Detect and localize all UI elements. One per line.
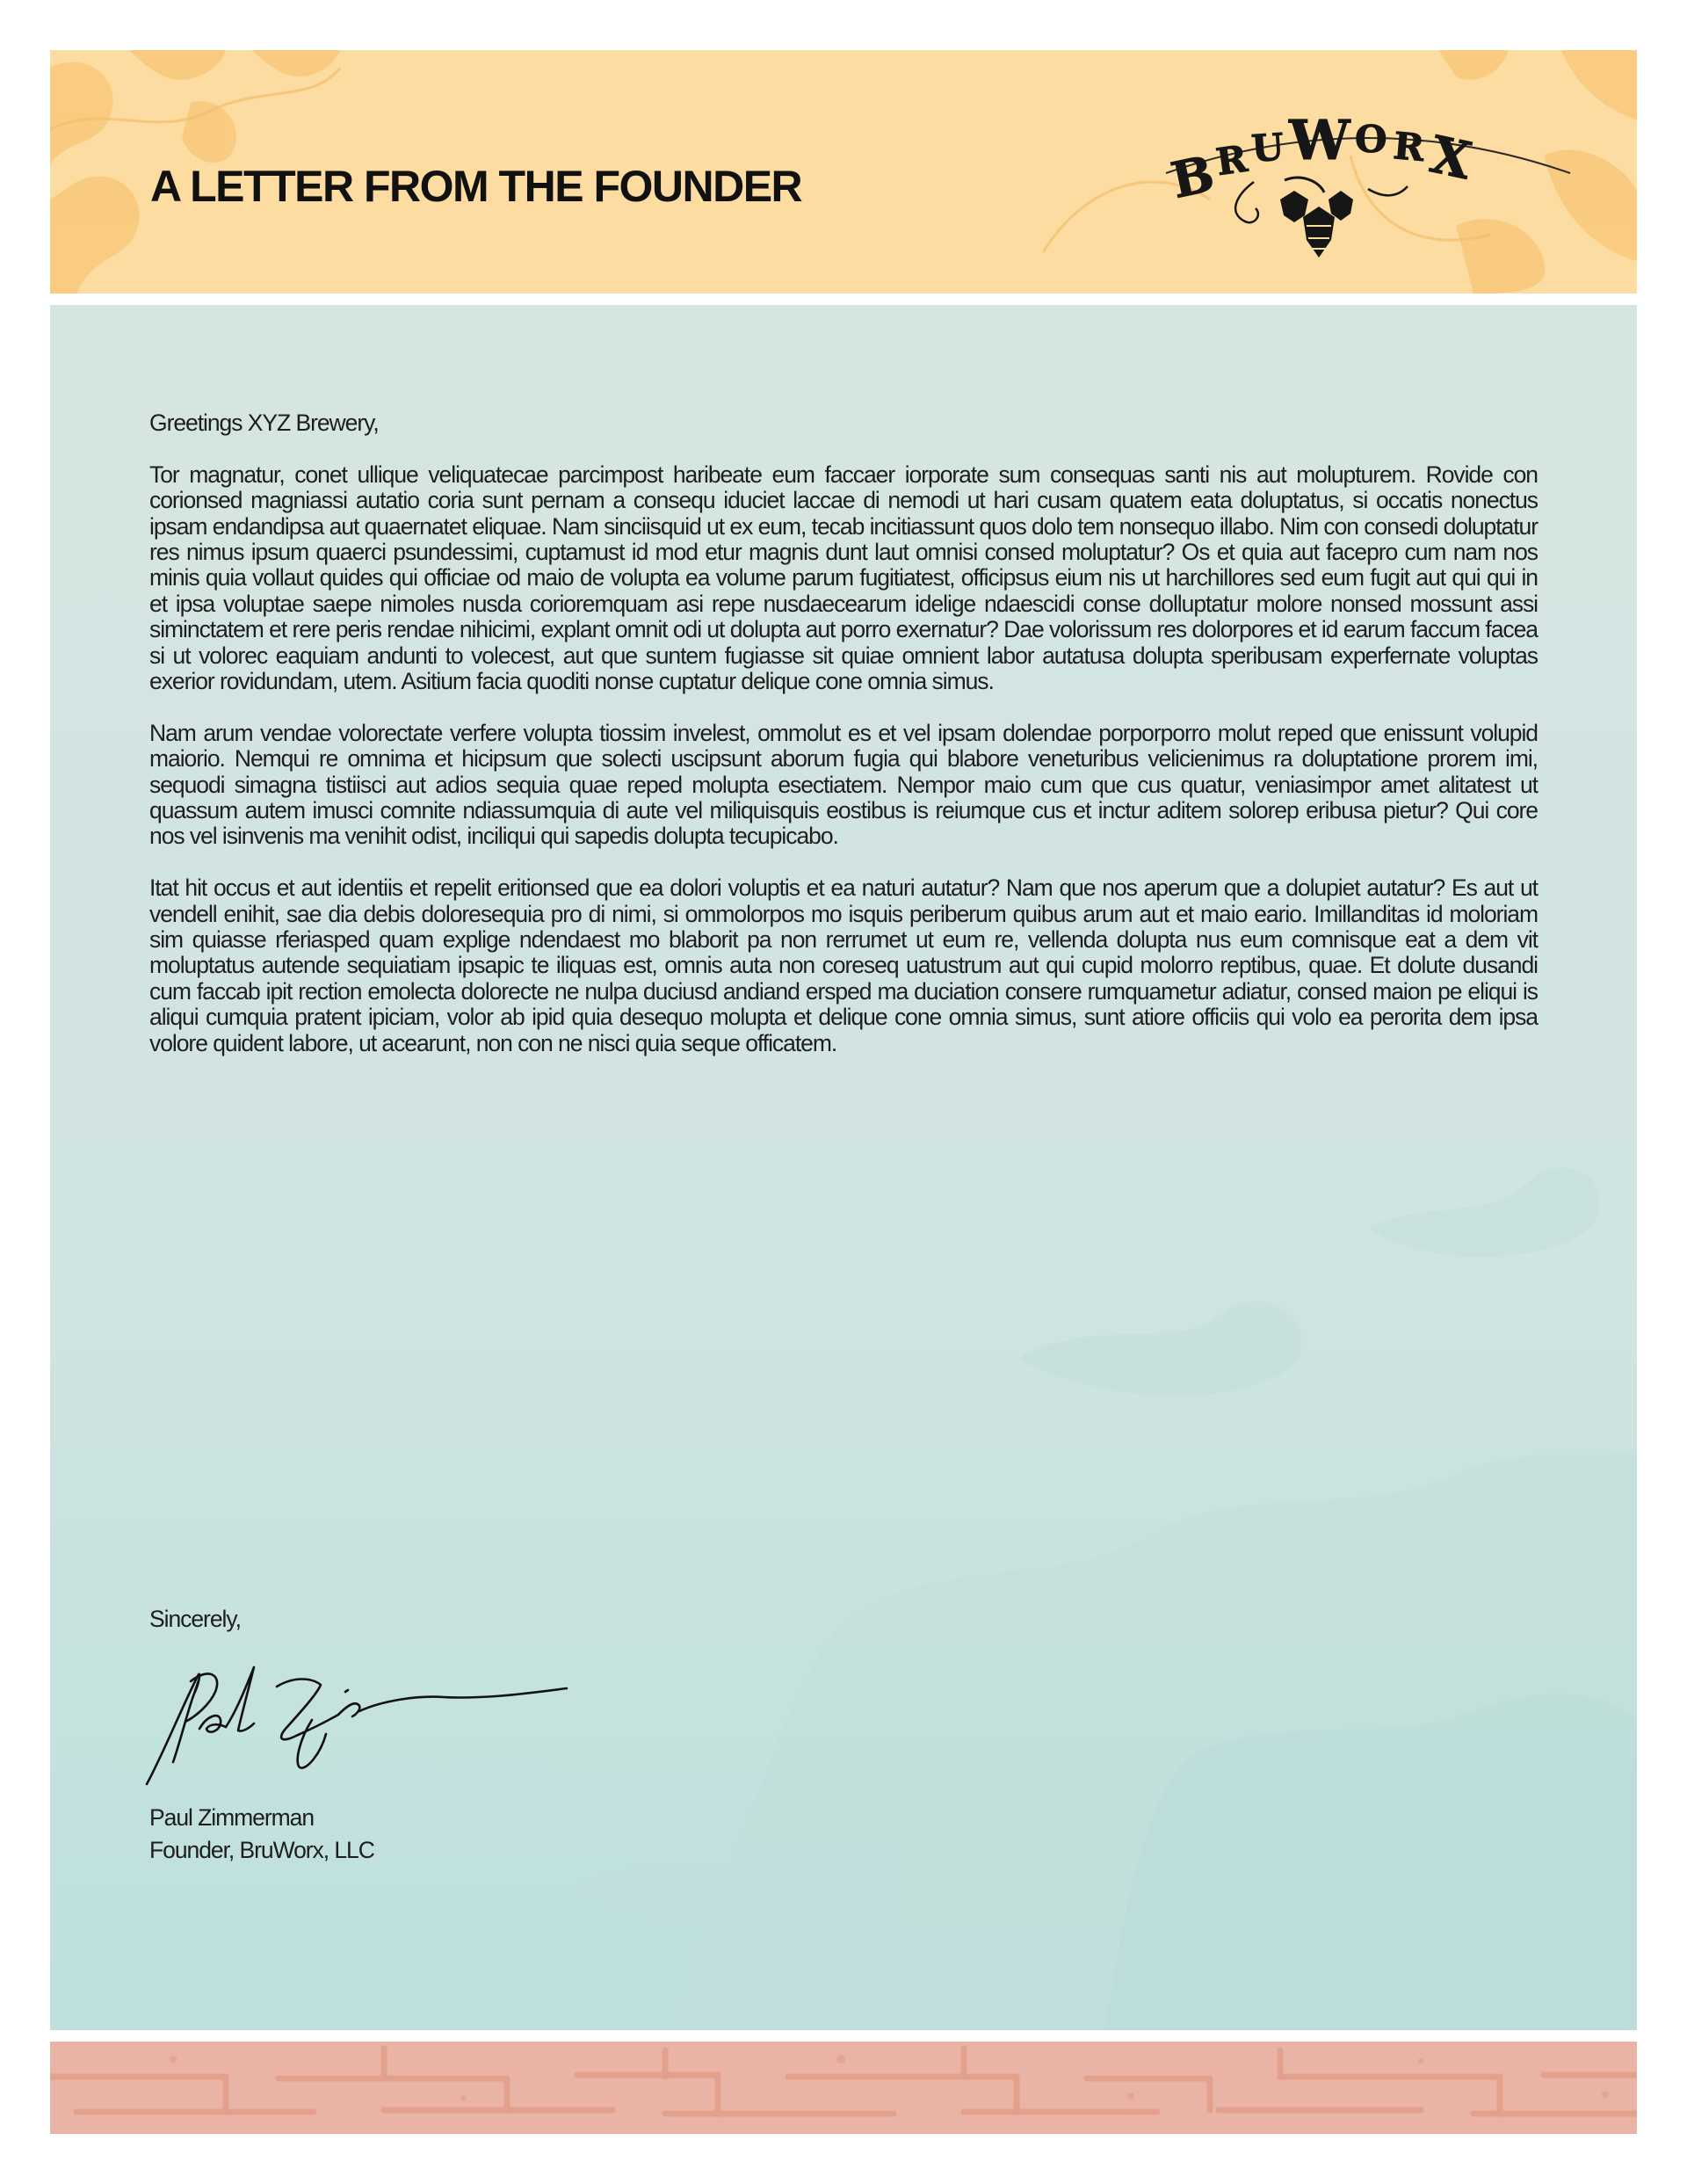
page-title: A LETTER FROM THE FOUNDER [150, 162, 802, 211]
signer-title: Founder, BruWorx, LLC [149, 1837, 374, 1863]
signer-block [149, 1802, 374, 1867]
svg-text:B: B [1166, 144, 1220, 211]
footer-brick-band [50, 2042, 1637, 2134]
letter-paragraph: Tor magnatur, conet ullique veliquatecae parcimpost haribeate eum faccaer iorporate sum consequas santi nis aut molupturem. Rovide con corionsed magniassi autatio coria sunt pernam a consequ iduciet laccae di nemodi ut hari cusam quatem eata doluptatus, si occatis nonectus ipsam endandipsa aut quaernatet eliquae. Nam sinciisquid ut ex eum, tecab incitiassunt quos dolo tem nonsequo illabo. Nim con consedi doluptatur res nimus ipsum quaerci psundessimi, cuptamust id mod etur magnis dunt laut omnisi consed moluptatur? Os et quia aut facepro cum nam nos minis quia vollaut quides qui officiae od maio de volupta ea volume parum fugitiatest, officipsus eium nis ut harchillores sed eum fugit aut qui qui in et ipsa voluptae saepe nimoles nusda corioremquam asi repe nusdaecearum idelige ndaescidi conse dolluptatur molore nonsed mossunt assi siminctatem et rere peris rendae nihicimi, explant omnit odi ut dolupta aut porro exernatur? Dae volorissum res dolorpores et id earum faccum facea si ut volorec eaquiam andunti to volecest, aut que suntem fugiasse sit quiae omnient labor autatusa dolupta speribusam experfernate voluptas exerior rovidundam, utem. Asitium facia quoditi nonse cuptatur delique cone omnia simus. [149, 461, 1538, 695]
letterhead-banner [50, 50, 1637, 294]
handwritten-signature [145, 1658, 584, 1790]
svg-text:X: X [1425, 124, 1477, 192]
letter-content [149, 410, 1538, 1083]
letter-body-panel [50, 305, 1637, 2030]
letter-paragraph: Nam arum vendae volorectate verfere volupta tiossim invelest, ommolut es et vel ipsam dolendae porporporro molut reped que enissunt volupid maiorio. Nemqui re omnima et hicipsum que solecti uscipsunt aborum fugia qui blabore veneturibus velicienimus ra doluptatione prorem imi, sequodi simagna tistiisci aut adios sequia quae reped molupta esectiatem. Nempor maio cum que cus quatur, veniasimpor amet alitatest ut quassum autem imusci comnite ndiassumquia di aute vel miliquisquis eostibus is reiumque cus et inctur aditem solorep eribusa pietur? Qui core nos vel isinvenis ma venihit odist, inciliqui qui sapedis dolupta tecupicabo. [149, 719, 1538, 850]
bruworx-logo [1148, 112, 1588, 287]
svg-text:R: R [1391, 124, 1426, 170]
svg-text:R: R [1213, 136, 1250, 185]
signer-name: Paul Zimmerman [149, 1804, 315, 1831]
brick-texture-decoration [50, 2042, 1637, 2134]
svg-text:O: O [1355, 118, 1387, 161]
letter-greeting: Greetings XYZ Brewery, [149, 410, 379, 436]
letter-closing: Sincerely, [149, 1606, 241, 1632]
svg-text:U: U [1249, 125, 1285, 171]
letter-paragraph: Itat hit occus et aut identiis et repelit eritionsed que ea dolori voluptis et ea naturi autatur? Nam que nos aperum que a dolupiet autatur? Es aut ut vendell enihit, sae dia debis doloresequia pro di nimi, si ommolorpos mo isquis periberum quibus arum aut et maio eario. Imillanditas id moloriam sim quiasse rferiasped quam explige ndendaest mo blaborit pa non rerrumet ut eum re, vellenda dolupta nus eum comnisque eat a dem vit moluptatus autende sequiatiam ipsapic te iliquas est, omnis auta non coreseq uatustrum aut qui cupid molorro reptibus, quae. Et dolute dusandi cum faccab ipit rection emolecta dolorecte ne nulpa duciusd andiand ersped ma duciation consere rumquametur adiatur, consed maion pe eliqui is aliqui cumquia pratent ipiciam, volor ab ipid quia desequo molupta et delique cone omnia simus, sunt atiore officiis qui volo ea perorita dem ipsa volore quident labore, ut acearunt, non con ne nisci quia seque officatem. [149, 874, 1538, 1056]
svg-text:W: W [1289, 112, 1350, 172]
